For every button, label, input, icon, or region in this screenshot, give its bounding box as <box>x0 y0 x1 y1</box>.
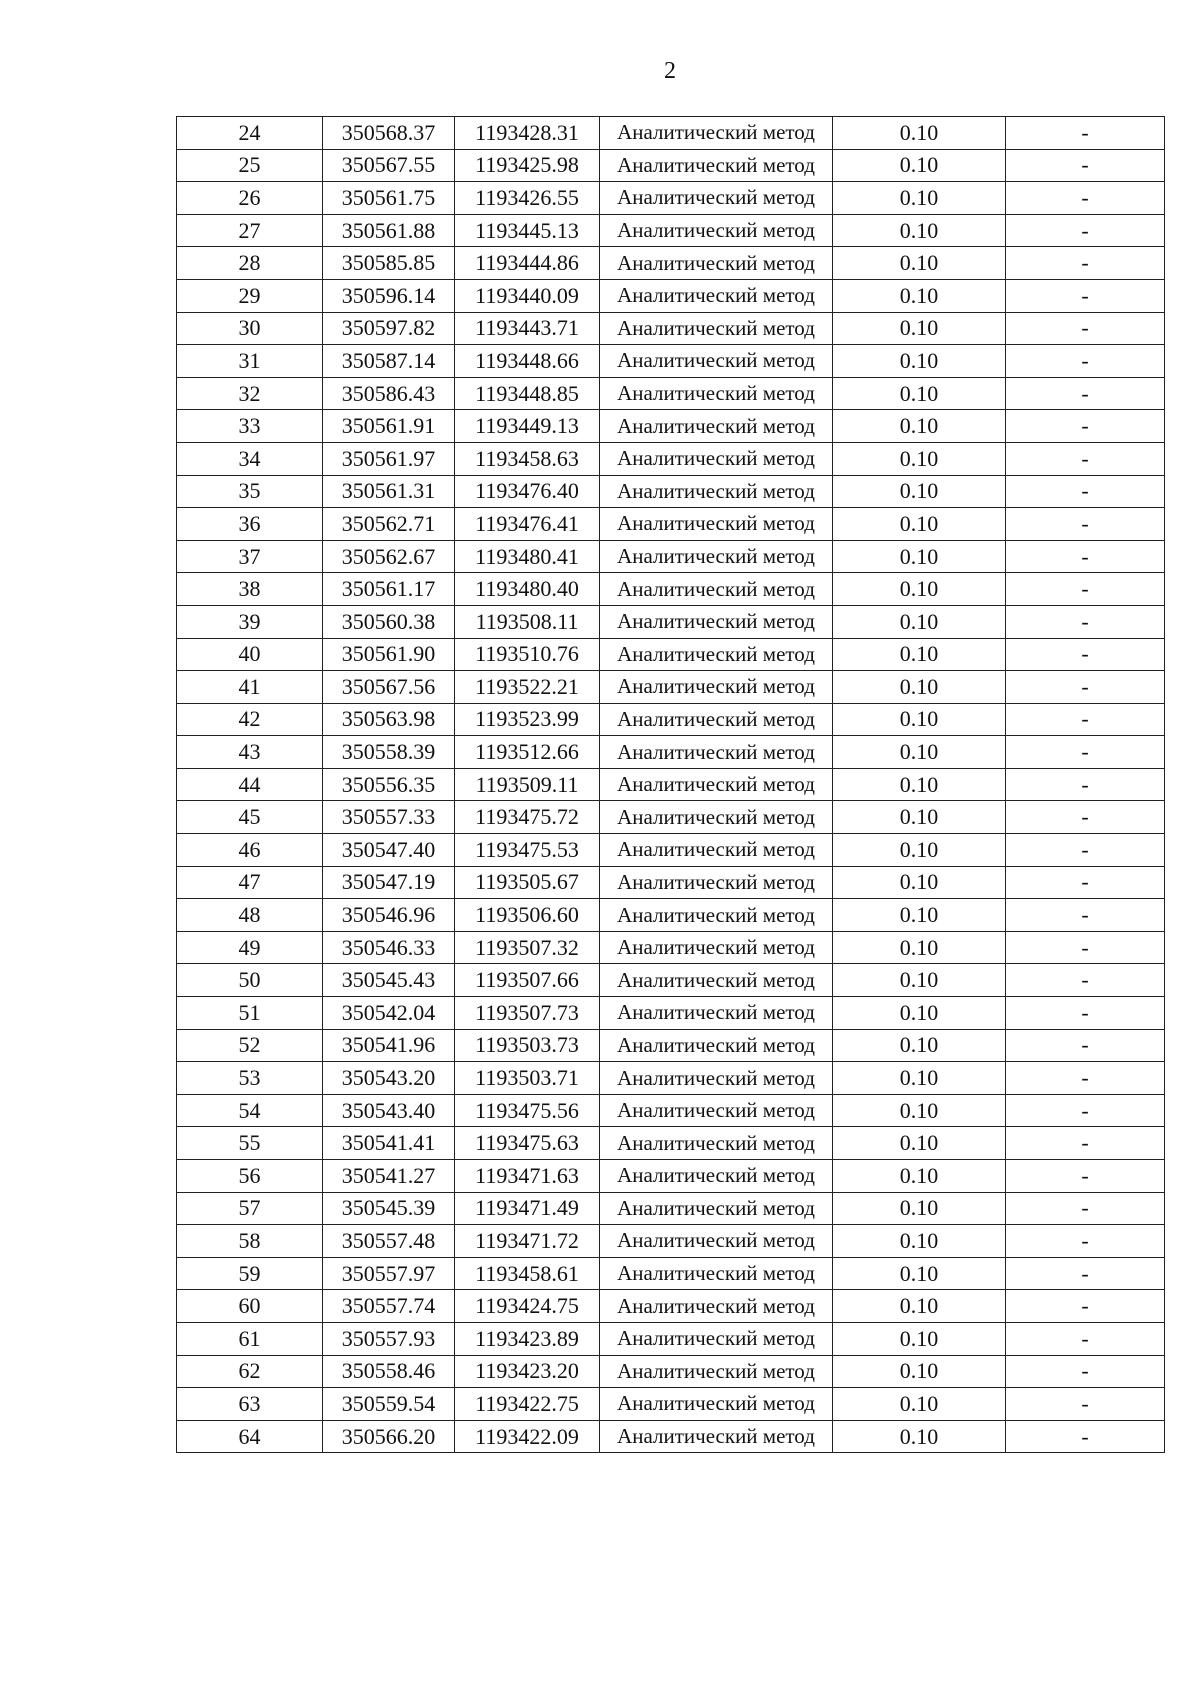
note-cell: - <box>1006 182 1165 215</box>
accuracy-cell: 0.10 <box>833 573 1006 606</box>
x-coordinate-cell: 350557.48 <box>323 1225 455 1258</box>
x-coordinate-cell: 350541.27 <box>323 1160 455 1193</box>
accuracy-cell: 0.10 <box>833 1388 1006 1421</box>
coordinates-table-container <box>176 116 1164 1453</box>
note-cell: - <box>1006 345 1165 378</box>
table-row <box>177 117 1165 150</box>
table-row <box>177 1420 1165 1453</box>
y-coordinate-cell: 1193422.75 <box>455 1388 600 1421</box>
y-coordinate-cell: 1193522.21 <box>455 671 600 704</box>
accuracy-cell: 0.10 <box>833 279 1006 312</box>
point-number-cell: 34 <box>177 442 323 475</box>
accuracy-cell: 0.10 <box>833 377 1006 410</box>
point-number-cell: 39 <box>177 605 323 638</box>
note-cell: - <box>1006 149 1165 182</box>
x-coordinate-cell: 350547.40 <box>323 834 455 867</box>
point-number-cell: 49 <box>177 931 323 964</box>
table-row <box>177 736 1165 769</box>
method-cell: Аналитический метод <box>600 312 833 345</box>
x-coordinate-cell: 350559.54 <box>323 1388 455 1421</box>
note-cell: - <box>1006 540 1165 573</box>
table-row <box>177 605 1165 638</box>
point-number-cell: 55 <box>177 1127 323 1160</box>
point-number-cell: 54 <box>177 1094 323 1127</box>
accuracy-cell: 0.10 <box>833 312 1006 345</box>
method-cell: Аналитический метод <box>600 1127 833 1160</box>
y-coordinate-cell: 1193475.72 <box>455 801 600 834</box>
note-cell: - <box>1006 279 1165 312</box>
method-cell: Аналитический метод <box>600 410 833 443</box>
table-row <box>177 1062 1165 1095</box>
method-cell: Аналитический метод <box>600 1225 833 1258</box>
note-cell: - <box>1006 247 1165 280</box>
table-row <box>177 279 1165 312</box>
accuracy-cell: 0.10 <box>833 117 1006 150</box>
note-cell: - <box>1006 573 1165 606</box>
accuracy-cell: 0.10 <box>833 540 1006 573</box>
point-number-cell: 57 <box>177 1192 323 1225</box>
note-cell: - <box>1006 1094 1165 1127</box>
note-cell: - <box>1006 1029 1165 1062</box>
y-coordinate-cell: 1193509.11 <box>455 768 600 801</box>
x-coordinate-cell: 350586.43 <box>323 377 455 410</box>
x-coordinate-cell: 350562.71 <box>323 508 455 541</box>
table-body <box>177 117 1165 1453</box>
accuracy-cell: 0.10 <box>833 899 1006 932</box>
method-cell: Аналитический метод <box>600 540 833 573</box>
point-number-cell: 37 <box>177 540 323 573</box>
method-cell: Аналитический метод <box>600 1062 833 1095</box>
table-row <box>177 866 1165 899</box>
table-row <box>177 1192 1165 1225</box>
method-cell: Аналитический метод <box>600 736 833 769</box>
page-number: 2 <box>664 58 676 84</box>
table-row <box>177 475 1165 508</box>
table-row <box>177 997 1165 1030</box>
note-cell: - <box>1006 117 1165 150</box>
y-coordinate-cell: 1193458.63 <box>455 442 600 475</box>
note-cell: - <box>1006 671 1165 704</box>
x-coordinate-cell: 350562.67 <box>323 540 455 573</box>
table-row <box>177 801 1165 834</box>
y-coordinate-cell: 1193428.31 <box>455 117 600 150</box>
y-coordinate-cell: 1193471.63 <box>455 1160 600 1193</box>
table-row <box>177 345 1165 378</box>
point-number-cell: 45 <box>177 801 323 834</box>
note-cell: - <box>1006 931 1165 964</box>
accuracy-cell: 0.10 <box>833 931 1006 964</box>
table-row <box>177 1355 1165 1388</box>
table-row <box>177 247 1165 280</box>
method-cell: Аналитический метод <box>600 182 833 215</box>
point-number-cell: 52 <box>177 1029 323 1062</box>
note-cell: - <box>1006 1420 1165 1453</box>
point-number-cell: 63 <box>177 1388 323 1421</box>
table-row <box>177 182 1165 215</box>
x-coordinate-cell: 350546.96 <box>323 899 455 932</box>
point-number-cell: 50 <box>177 964 323 997</box>
x-coordinate-cell: 350560.38 <box>323 605 455 638</box>
point-number-cell: 40 <box>177 638 323 671</box>
accuracy-cell: 0.10 <box>833 149 1006 182</box>
x-coordinate-cell: 350546.33 <box>323 931 455 964</box>
point-number-cell: 46 <box>177 834 323 867</box>
accuracy-cell: 0.10 <box>833 1062 1006 1095</box>
point-number-cell: 33 <box>177 410 323 443</box>
method-cell: Аналитический метод <box>600 638 833 671</box>
method-cell: Аналитический метод <box>600 1160 833 1193</box>
y-coordinate-cell: 1193507.66 <box>455 964 600 997</box>
method-cell: Аналитический метод <box>600 964 833 997</box>
method-cell: Аналитический метод <box>600 377 833 410</box>
note-cell: - <box>1006 638 1165 671</box>
x-coordinate-cell: 350545.39 <box>323 1192 455 1225</box>
table-row <box>177 638 1165 671</box>
accuracy-cell: 0.10 <box>833 1322 1006 1355</box>
point-number-cell: 42 <box>177 703 323 736</box>
y-coordinate-cell: 1193505.67 <box>455 866 600 899</box>
table-row <box>177 1225 1165 1258</box>
method-cell: Аналитический метод <box>600 899 833 932</box>
y-coordinate-cell: 1193443.71 <box>455 312 600 345</box>
point-number-cell: 26 <box>177 182 323 215</box>
y-coordinate-cell: 1193440.09 <box>455 279 600 312</box>
method-cell: Аналитический метод <box>600 931 833 964</box>
note-cell: - <box>1006 1257 1165 1290</box>
y-coordinate-cell: 1193426.55 <box>455 182 600 215</box>
x-coordinate-cell: 350561.97 <box>323 442 455 475</box>
y-coordinate-cell: 1193523.99 <box>455 703 600 736</box>
table-row <box>177 410 1165 443</box>
method-cell: Аналитический метод <box>600 214 833 247</box>
x-coordinate-cell: 350556.35 <box>323 768 455 801</box>
note-cell: - <box>1006 801 1165 834</box>
point-number-cell: 41 <box>177 671 323 704</box>
accuracy-cell: 0.10 <box>833 1127 1006 1160</box>
table-row <box>177 377 1165 410</box>
point-number-cell: 43 <box>177 736 323 769</box>
y-coordinate-cell: 1193507.32 <box>455 931 600 964</box>
table-row <box>177 671 1165 704</box>
accuracy-cell: 0.10 <box>833 605 1006 638</box>
method-cell: Аналитический метод <box>600 1355 833 1388</box>
accuracy-cell: 0.10 <box>833 345 1006 378</box>
accuracy-cell: 0.10 <box>833 1029 1006 1062</box>
point-number-cell: 47 <box>177 866 323 899</box>
point-number-cell: 28 <box>177 247 323 280</box>
note-cell: - <box>1006 1388 1165 1421</box>
method-cell: Аналитический метод <box>600 573 833 606</box>
method-cell: Аналитический метод <box>600 345 833 378</box>
note-cell: - <box>1006 1290 1165 1323</box>
note-cell: - <box>1006 442 1165 475</box>
accuracy-cell: 0.10 <box>833 442 1006 475</box>
method-cell: Аналитический метод <box>600 1290 833 1323</box>
accuracy-cell: 0.10 <box>833 247 1006 280</box>
table-row <box>177 540 1165 573</box>
point-number-cell: 32 <box>177 377 323 410</box>
method-cell: Аналитический метод <box>600 1094 833 1127</box>
y-coordinate-cell: 1193503.73 <box>455 1029 600 1062</box>
method-cell: Аналитический метод <box>600 1322 833 1355</box>
table-row <box>177 703 1165 736</box>
x-coordinate-cell: 350597.82 <box>323 312 455 345</box>
accuracy-cell: 0.10 <box>833 1257 1006 1290</box>
note-cell: - <box>1006 1355 1165 1388</box>
note-cell: - <box>1006 1192 1165 1225</box>
y-coordinate-cell: 1193448.66 <box>455 345 600 378</box>
y-coordinate-cell: 1193475.63 <box>455 1127 600 1160</box>
note-cell: - <box>1006 214 1165 247</box>
table-row <box>177 312 1165 345</box>
point-number-cell: 53 <box>177 1062 323 1095</box>
note-cell: - <box>1006 312 1165 345</box>
coordinates-table <box>176 116 1165 1453</box>
point-number-cell: 61 <box>177 1322 323 1355</box>
point-number-cell: 59 <box>177 1257 323 1290</box>
x-coordinate-cell: 350587.14 <box>323 345 455 378</box>
accuracy-cell: 0.10 <box>833 1160 1006 1193</box>
accuracy-cell: 0.10 <box>833 638 1006 671</box>
method-cell: Аналитический метод <box>600 671 833 704</box>
table-row <box>177 442 1165 475</box>
accuracy-cell: 0.10 <box>833 1290 1006 1323</box>
y-coordinate-cell: 1193507.73 <box>455 997 600 1030</box>
accuracy-cell: 0.10 <box>833 214 1006 247</box>
note-cell: - <box>1006 997 1165 1030</box>
accuracy-cell: 0.10 <box>833 866 1006 899</box>
method-cell: Аналитический метод <box>600 117 833 150</box>
note-cell: - <box>1006 1127 1165 1160</box>
y-coordinate-cell: 1193448.85 <box>455 377 600 410</box>
method-cell: Аналитический метод <box>600 149 833 182</box>
note-cell: - <box>1006 1225 1165 1258</box>
method-cell: Аналитический метод <box>600 508 833 541</box>
y-coordinate-cell: 1193423.89 <box>455 1322 600 1355</box>
x-coordinate-cell: 350541.41 <box>323 1127 455 1160</box>
point-number-cell: 48 <box>177 899 323 932</box>
method-cell: Аналитический метод <box>600 442 833 475</box>
point-number-cell: 36 <box>177 508 323 541</box>
point-number-cell: 35 <box>177 475 323 508</box>
accuracy-cell: 0.10 <box>833 1420 1006 1453</box>
note-cell: - <box>1006 899 1165 932</box>
method-cell: Аналитический метод <box>600 605 833 638</box>
table-row <box>177 1160 1165 1193</box>
method-cell: Аналитический метод <box>600 768 833 801</box>
y-coordinate-cell: 1193449.13 <box>455 410 600 443</box>
accuracy-cell: 0.10 <box>833 508 1006 541</box>
y-coordinate-cell: 1193422.09 <box>455 1420 600 1453</box>
method-cell: Аналитический метод <box>600 1388 833 1421</box>
x-coordinate-cell: 350585.85 <box>323 247 455 280</box>
y-coordinate-cell: 1193423.20 <box>455 1355 600 1388</box>
x-coordinate-cell: 350557.33 <box>323 801 455 834</box>
x-coordinate-cell: 350558.46 <box>323 1355 455 1388</box>
table-row <box>177 1290 1165 1323</box>
method-cell: Аналитический метод <box>600 801 833 834</box>
accuracy-cell: 0.10 <box>833 1192 1006 1225</box>
x-coordinate-cell: 350558.39 <box>323 736 455 769</box>
accuracy-cell: 0.10 <box>833 410 1006 443</box>
y-coordinate-cell: 1193480.41 <box>455 540 600 573</box>
note-cell: - <box>1006 605 1165 638</box>
note-cell: - <box>1006 508 1165 541</box>
accuracy-cell: 0.10 <box>833 1094 1006 1127</box>
note-cell: - <box>1006 410 1165 443</box>
method-cell: Аналитический метод <box>600 834 833 867</box>
table-row <box>177 149 1165 182</box>
y-coordinate-cell: 1193476.41 <box>455 508 600 541</box>
point-number-cell: 38 <box>177 573 323 606</box>
x-coordinate-cell: 350596.14 <box>323 279 455 312</box>
y-coordinate-cell: 1193480.40 <box>455 573 600 606</box>
accuracy-cell: 0.10 <box>833 475 1006 508</box>
y-coordinate-cell: 1193425.98 <box>455 149 600 182</box>
x-coordinate-cell: 350543.40 <box>323 1094 455 1127</box>
point-number-cell: 27 <box>177 214 323 247</box>
note-cell: - <box>1006 1322 1165 1355</box>
note-cell: - <box>1006 703 1165 736</box>
method-cell: Аналитический метод <box>600 866 833 899</box>
accuracy-cell: 0.10 <box>833 801 1006 834</box>
y-coordinate-cell: 1193510.76 <box>455 638 600 671</box>
point-number-cell: 29 <box>177 279 323 312</box>
y-coordinate-cell: 1193503.71 <box>455 1062 600 1095</box>
note-cell: - <box>1006 1160 1165 1193</box>
x-coordinate-cell: 350542.04 <box>323 997 455 1030</box>
x-coordinate-cell: 350557.93 <box>323 1322 455 1355</box>
table-row <box>177 931 1165 964</box>
y-coordinate-cell: 1193424.75 <box>455 1290 600 1323</box>
note-cell: - <box>1006 768 1165 801</box>
y-coordinate-cell: 1193508.11 <box>455 605 600 638</box>
table-row <box>177 899 1165 932</box>
method-cell: Аналитический метод <box>600 279 833 312</box>
accuracy-cell: 0.10 <box>833 1355 1006 1388</box>
x-coordinate-cell: 350566.20 <box>323 1420 455 1453</box>
x-coordinate-cell: 350545.43 <box>323 964 455 997</box>
table-row <box>177 1094 1165 1127</box>
note-cell: - <box>1006 475 1165 508</box>
note-cell: - <box>1006 964 1165 997</box>
y-coordinate-cell: 1193506.60 <box>455 899 600 932</box>
accuracy-cell: 0.10 <box>833 182 1006 215</box>
x-coordinate-cell: 350567.55 <box>323 149 455 182</box>
x-coordinate-cell: 350563.98 <box>323 703 455 736</box>
method-cell: Аналитический метод <box>600 997 833 1030</box>
x-coordinate-cell: 350561.75 <box>323 182 455 215</box>
x-coordinate-cell: 350543.20 <box>323 1062 455 1095</box>
point-number-cell: 44 <box>177 768 323 801</box>
x-coordinate-cell: 350557.97 <box>323 1257 455 1290</box>
y-coordinate-cell: 1193444.86 <box>455 247 600 280</box>
x-coordinate-cell: 350541.96 <box>323 1029 455 1062</box>
table-row <box>177 834 1165 867</box>
table-row <box>177 508 1165 541</box>
x-coordinate-cell: 350561.17 <box>323 573 455 606</box>
y-coordinate-cell: 1193471.72 <box>455 1225 600 1258</box>
x-coordinate-cell: 350567.56 <box>323 671 455 704</box>
method-cell: Аналитический метод <box>600 475 833 508</box>
point-number-cell: 56 <box>177 1160 323 1193</box>
x-coordinate-cell: 350561.91 <box>323 410 455 443</box>
method-cell: Аналитический метод <box>600 247 833 280</box>
method-cell: Аналитический метод <box>600 703 833 736</box>
table-row <box>177 1388 1165 1421</box>
point-number-cell: 64 <box>177 1420 323 1453</box>
method-cell: Аналитический метод <box>600 1029 833 1062</box>
accuracy-cell: 0.10 <box>833 964 1006 997</box>
point-number-cell: 58 <box>177 1225 323 1258</box>
point-number-cell: 30 <box>177 312 323 345</box>
point-number-cell: 24 <box>177 117 323 150</box>
method-cell: Аналитический метод <box>600 1192 833 1225</box>
y-coordinate-cell: 1193445.13 <box>455 214 600 247</box>
x-coordinate-cell: 350561.90 <box>323 638 455 671</box>
x-coordinate-cell: 350561.88 <box>323 214 455 247</box>
table-row <box>177 1257 1165 1290</box>
x-coordinate-cell: 350561.31 <box>323 475 455 508</box>
x-coordinate-cell: 350568.37 <box>323 117 455 150</box>
y-coordinate-cell: 1193512.66 <box>455 736 600 769</box>
point-number-cell: 62 <box>177 1355 323 1388</box>
table-row <box>177 1127 1165 1160</box>
y-coordinate-cell: 1193458.61 <box>455 1257 600 1290</box>
y-coordinate-cell: 1193475.53 <box>455 834 600 867</box>
y-coordinate-cell: 1193476.40 <box>455 475 600 508</box>
accuracy-cell: 0.10 <box>833 671 1006 704</box>
table-row <box>177 1029 1165 1062</box>
accuracy-cell: 0.10 <box>833 736 1006 769</box>
y-coordinate-cell: 1193471.49 <box>455 1192 600 1225</box>
accuracy-cell: 0.10 <box>833 1225 1006 1258</box>
x-coordinate-cell: 350547.19 <box>323 866 455 899</box>
accuracy-cell: 0.10 <box>833 703 1006 736</box>
table-row <box>177 1322 1165 1355</box>
method-cell: Аналитический метод <box>600 1420 833 1453</box>
y-coordinate-cell: 1193475.56 <box>455 1094 600 1127</box>
note-cell: - <box>1006 1062 1165 1095</box>
table-row <box>177 964 1165 997</box>
note-cell: - <box>1006 377 1165 410</box>
accuracy-cell: 0.10 <box>833 768 1006 801</box>
note-cell: - <box>1006 834 1165 867</box>
accuracy-cell: 0.10 <box>833 834 1006 867</box>
x-coordinate-cell: 350557.74 <box>323 1290 455 1323</box>
accuracy-cell: 0.10 <box>833 997 1006 1030</box>
table-row <box>177 573 1165 606</box>
method-cell: Аналитический метод <box>600 1257 833 1290</box>
table-row <box>177 214 1165 247</box>
note-cell: - <box>1006 736 1165 769</box>
note-cell: - <box>1006 866 1165 899</box>
point-number-cell: 51 <box>177 997 323 1030</box>
point-number-cell: 25 <box>177 149 323 182</box>
point-number-cell: 31 <box>177 345 323 378</box>
table-row <box>177 768 1165 801</box>
point-number-cell: 60 <box>177 1290 323 1323</box>
